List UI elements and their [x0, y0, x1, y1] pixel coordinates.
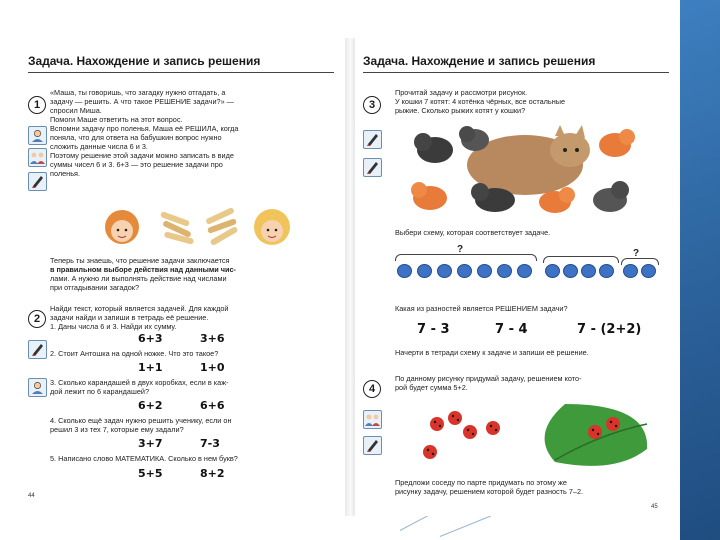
scheme-oval: [623, 264, 638, 278]
left-page: [20, 38, 345, 516]
task-number: 4: [363, 380, 381, 398]
task3-text: Прочитай задачу и рассмотри рисунок. У кошки 7 котят: 4 котёнка чёрных, все остальные рыжие. Сколько рыжих котят у кошки?: [395, 88, 566, 115]
task2-item: 5. Написано слово МАТЕМАТИКА. Сколько в нем букв?: [50, 454, 238, 463]
answer-option: 6+2: [138, 399, 163, 412]
write-icon: [28, 340, 47, 359]
page-title: Задача. Нахождение и запись решения: [363, 54, 596, 68]
leaf-ladybugs-illustration: [415, 394, 655, 474]
task4-text: По данному рисунку придумай задачу, решением кото- рой будет сумма 5+2.: [395, 374, 582, 392]
write-icon: [28, 172, 47, 191]
answer-option: 3+6: [200, 332, 225, 345]
write-icon: [363, 158, 382, 177]
black-kitten-icon: [593, 181, 629, 212]
answer-option: 1+1: [138, 361, 163, 374]
logs-icon: [160, 211, 194, 245]
right-page: [355, 38, 680, 516]
scheme-oval: [545, 264, 560, 278]
scheme-prompt: Выбери схему, которая соответствует задаче.: [395, 228, 551, 237]
difference-option[interactable]: 7 - (2+2): [577, 322, 642, 337]
difference-option[interactable]: 7 - 3: [417, 322, 450, 337]
title-rule: [363, 72, 669, 73]
scheme-oval: [517, 264, 532, 278]
answer-option: 1+0: [200, 361, 225, 374]
task-number: 1: [28, 96, 46, 114]
difference-prompt: Какая из разностей является РЕШЕНИЕМ задачи?: [395, 304, 568, 313]
answer-option: 3+7: [138, 437, 163, 450]
scheme-oval: [437, 264, 452, 278]
page-number: 45: [651, 504, 658, 510]
task2-item: 3. Сколько карандашей в двух коробках, если в каж- дой лежит по 6 карандашей?: [50, 378, 229, 396]
task-number: 3: [363, 96, 381, 114]
discuss-icon: [28, 148, 47, 167]
scheme-oval: [599, 264, 614, 278]
task1-text: «Маша, ты говоришь, что загадку нужно отгадать, а задачу — решить. А что такое РЕШЕНИЕ задачи?» — спросил Миша. Помоги Маше ответить на этот вопрос. Вспомни задачу про поленья. Маша её РЕШИЛА, когда поняла, что для ответа на бабушкин вопрос нужно сложить данные числа 6 и 3. Поэтому решение этой задачи можно записать в виде суммы чисел 6 и 3. 6+3 — это решение задачи про поленья.: [50, 88, 239, 178]
girl-face-icon: [254, 209, 290, 245]
page-title: Задача. Нахождение и запись решения: [28, 54, 261, 68]
scheme-oval: [563, 264, 578, 278]
question-mark: ?: [633, 248, 640, 259]
boy-face-icon: [105, 210, 139, 244]
scheme-oval: [477, 264, 492, 278]
illustration-faces-logs: [100, 201, 300, 251]
question-mark: ?: [457, 244, 464, 255]
task4-bottom-text: Предложи соседу по парте придумать по этому же рисунку задачу, решением которой будет разность 7–2.: [395, 478, 584, 496]
think-icon: [28, 126, 47, 145]
black-kitten-icon: [459, 126, 489, 151]
scheme-oval: [581, 264, 596, 278]
ladybug-icon: [430, 417, 444, 431]
ladybug-icon: [606, 417, 620, 431]
ladybug-icon: [448, 411, 462, 425]
task2-item: 2. Стоит Антошка на одной ножке. Что это такое?: [50, 349, 219, 358]
answer-option: 5+5: [138, 467, 163, 480]
write-icon: [363, 436, 382, 455]
title-rule: [28, 72, 334, 73]
ladybug-icon: [423, 445, 437, 459]
background-blue-panel: [680, 0, 720, 540]
think-icon: [28, 378, 47, 397]
black-kitten-icon: [414, 133, 453, 163]
task2-item: 4. Сколько ещё задач нужно решить ученику, если он решил 3 из тех 7, которые ему задали?: [50, 416, 232, 434]
task-number: 2: [28, 310, 46, 328]
orange-kitten-icon: [599, 129, 635, 157]
answer-option: 6+6: [200, 399, 225, 412]
page-number: 44: [28, 493, 35, 499]
discuss-icon: [363, 410, 382, 429]
scheme-oval: [397, 264, 412, 278]
decorative-line: [440, 515, 491, 537]
task2-intro: Найди текст, который является задачей. Для каждой задачи найди и запиши в тетрадь её решение. 1. Даны числа 6 и 3. Найди их сумму.: [50, 304, 229, 331]
logs-icon: [205, 207, 238, 246]
write-icon: [363, 130, 382, 149]
cats-illustration: [405, 120, 645, 220]
ladybug-icon: [588, 425, 602, 439]
answer-option: 7-3: [200, 437, 220, 450]
notebook-prompt: Начерти в тетради схему к задаче и запиши её решение.: [395, 348, 589, 357]
ladybug-icon: [486, 421, 500, 435]
orange-kitten-icon: [411, 182, 447, 210]
scheme-oval: [497, 264, 512, 278]
answer-option: 8+2: [200, 467, 225, 480]
scheme-brace: [395, 254, 537, 261]
scheme-oval: [641, 264, 656, 278]
difference-option[interactable]: 7 - 4: [495, 322, 528, 337]
rule-text: Теперь ты знаешь, что решение задачи заключается в правильном выборе действия над данными чис- лами. А нужно ли выполнять действие над числами при отгадывании загадок?: [50, 256, 236, 292]
book-spine: [345, 38, 355, 516]
answer-option: 6+3: [138, 332, 163, 345]
scheme-oval: [417, 264, 432, 278]
ladybug-icon: [463, 425, 477, 439]
scheme-brace: [543, 256, 619, 263]
scheme-oval: [457, 264, 472, 278]
